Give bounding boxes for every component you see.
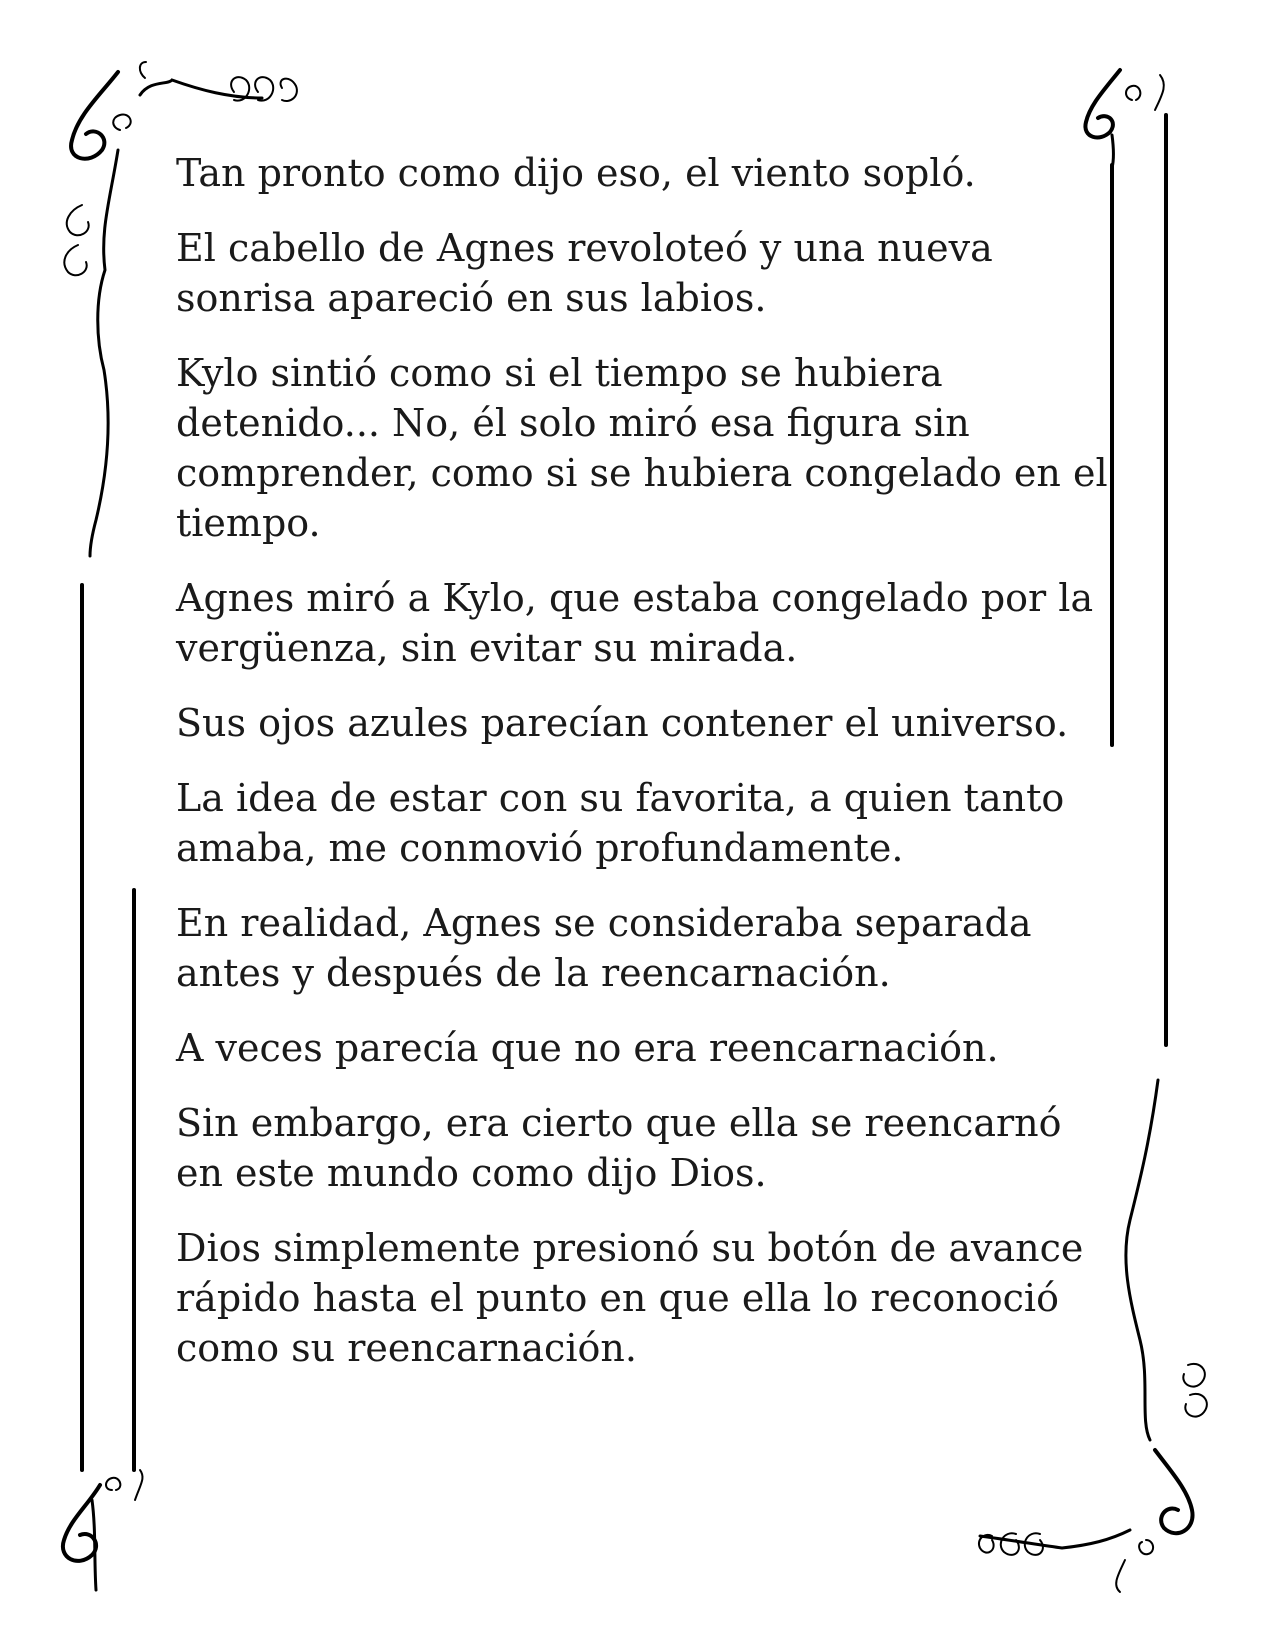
text-line: El cabello de Agnes revoloteó y una nueva: [176, 226, 993, 270]
text-line: comprender, como si se hubiera congelado en el: [176, 451, 1108, 495]
text-line: vergüenza, sin evitar su mirada.: [176, 626, 798, 670]
text-line: Agnes miró a Kylo, que estaba congelado por la: [176, 576, 1094, 620]
paragraph: [176, 223, 1096, 323]
text-line: sonrisa apareció en sus labios.: [176, 276, 767, 320]
text-line: tiempo.: [176, 501, 321, 545]
text-line: amaba, me conmovió profundamente.: [176, 826, 904, 870]
paragraph: [176, 898, 1096, 998]
paragraph: [176, 148, 1096, 198]
text-line: en este mundo como dijo Dios.: [176, 1151, 767, 1195]
text-line: rápido hasta el punto en que ella lo reconoció: [176, 1276, 1059, 1320]
text-line: antes y después de la reencarnación.: [176, 951, 891, 995]
bottom-left-flourish-icon: [63, 1470, 143, 1590]
text-line: Kylo sintió como si el tiempo se hubiera: [176, 351, 943, 395]
paragraph: [176, 1223, 1096, 1373]
story-text: [176, 148, 1108, 1398]
text-line: como su reencarnación.: [176, 1326, 637, 1370]
paragraph: [176, 698, 1096, 748]
top-right-flourish-icon: [1085, 70, 1163, 168]
paragraph: [176, 1098, 1096, 1198]
text-line: Tan pronto como dijo eso, el viento sopló.: [176, 151, 976, 195]
text-line: A veces parecía que no era reencarnación.: [176, 1026, 999, 1070]
text-line: Sus ojos azules parecían contener el universo.: [176, 701, 1069, 745]
text-line: Sin embargo, era cierto que ella se reencarnó: [176, 1101, 1062, 1145]
text-line: En realidad, Agnes se consideraba separada: [176, 901, 1032, 945]
paragraph: [176, 1023, 1096, 1073]
paragraph: [176, 348, 1108, 548]
text-line: La idea de estar con su favorita, a quien tanto: [176, 776, 1065, 820]
text-line: detenido... No, él solo miró esa figura sin: [176, 401, 970, 445]
paragraph: [176, 773, 1096, 873]
text-line: Dios simplemente presionó su botón de avance: [176, 1226, 1084, 1270]
paragraph: [176, 573, 1096, 673]
